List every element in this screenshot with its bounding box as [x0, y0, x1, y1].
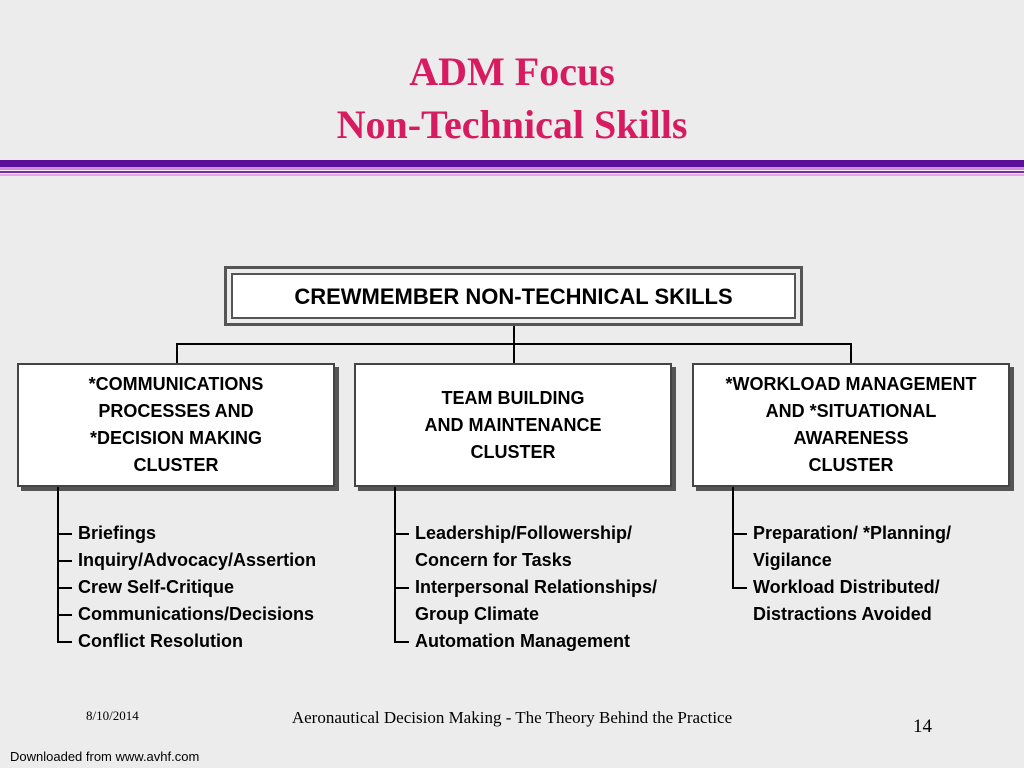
- list-item: [57, 601, 316, 628]
- slide-title-line-2: Non-Technical Skills: [336, 102, 688, 147]
- list-tick: [732, 533, 747, 535]
- footer-caption: Aeronautical Decision Making - The Theory Behind the Practice: [291, 708, 733, 727]
- list-tick: [57, 614, 72, 616]
- cluster-box-1: [17, 363, 335, 487]
- list-item-text: Preparation/ *Planning/: [753, 523, 952, 543]
- list-item-text: Workload Distributed/: [753, 577, 940, 597]
- cluster-box-line: CLUSTER: [470, 441, 556, 462]
- cluster-skill-list-1: [57, 520, 316, 655]
- list-item: [732, 574, 951, 601]
- list-tick: [57, 587, 72, 589]
- list-item: [394, 547, 657, 574]
- root-node: [224, 266, 803, 326]
- list-tick: [394, 587, 409, 589]
- list-tick: [394, 641, 409, 643]
- list-tick: [57, 560, 72, 562]
- cluster-skill-list-2: [394, 520, 657, 655]
- list-item: [394, 601, 657, 628]
- list-item-text: Group Climate: [415, 604, 540, 624]
- list-tick: [394, 533, 409, 535]
- cluster-box-line: AND MAINTENANCE: [424, 414, 602, 435]
- connector-drop-3: [850, 343, 852, 363]
- list-item: [732, 520, 951, 547]
- footer-page-number: 14: [913, 716, 932, 737]
- list-item: [57, 520, 316, 547]
- cluster-box-line: TEAM BUILDING: [441, 387, 585, 408]
- connector-drop-1: [176, 343, 178, 363]
- list-item-text: Leadership/Followership/: [415, 523, 633, 543]
- title-rule-pink-thin: [0, 174, 1024, 176]
- list-item-text: Briefings: [78, 523, 157, 543]
- cluster-box-line: PROCESSES AND: [98, 401, 254, 421]
- connector-drop-2: [513, 343, 515, 363]
- cluster-box-3: [692, 363, 1010, 487]
- list-item: [394, 520, 657, 547]
- list-item-text: Conflict Resolution: [78, 631, 243, 651]
- list-item-text: Automation Management: [415, 631, 631, 651]
- cluster-box-2: [354, 363, 672, 487]
- slide-title-line-1: ADM Focus: [409, 49, 615, 94]
- cluster-box-line: CLUSTER: [133, 455, 219, 475]
- list-item-text: Distractions Avoided: [753, 604, 932, 624]
- footer-date: 8/10/2014: [86, 708, 139, 723]
- list-item: [732, 547, 951, 574]
- root-node-label: CREWMEMBER NON-TECHNICAL SKILLS: [231, 273, 796, 319]
- connector-root-stem: [513, 326, 515, 344]
- cluster-box-line: CLUSTER: [808, 455, 894, 475]
- list-item: [57, 547, 316, 574]
- list-item-text: Crew Self-Critique: [78, 577, 235, 597]
- footer-source: Downloaded from www.avhf.com: [10, 749, 200, 764]
- list-item: [394, 574, 657, 601]
- list-tick: [57, 641, 72, 643]
- list-item-text: Communications/Decisions: [78, 604, 315, 624]
- title-rule-pink: [0, 167, 1024, 170]
- list-item-text: Concern for Tasks: [415, 550, 572, 570]
- list-item: [57, 574, 316, 601]
- cluster-box-line: *WORKLOAD MANAGEMENT: [725, 374, 977, 394]
- cluster-box-line: AWARENESS: [793, 428, 909, 448]
- list-item-text: Inquiry/Advocacy/Assertion: [78, 550, 317, 570]
- list-item: [732, 601, 951, 628]
- list-item: [394, 628, 657, 655]
- title-rule-purple: [0, 160, 1024, 167]
- list-tick: [732, 587, 747, 589]
- list-item-text: Vigilance: [753, 550, 832, 570]
- list-tick: [57, 533, 72, 535]
- cluster-skill-list-3: [732, 520, 951, 628]
- cluster-box-line: *COMMUNICATIONS: [88, 374, 264, 394]
- list-item: [57, 628, 316, 655]
- list-item-text: Interpersonal Relationships/: [415, 577, 658, 597]
- title-rule-purple-thin: [0, 171, 1024, 173]
- cluster-box-line: *DECISION MAKING: [89, 428, 262, 448]
- cluster-box-line: AND *SITUATIONAL: [765, 401, 937, 421]
